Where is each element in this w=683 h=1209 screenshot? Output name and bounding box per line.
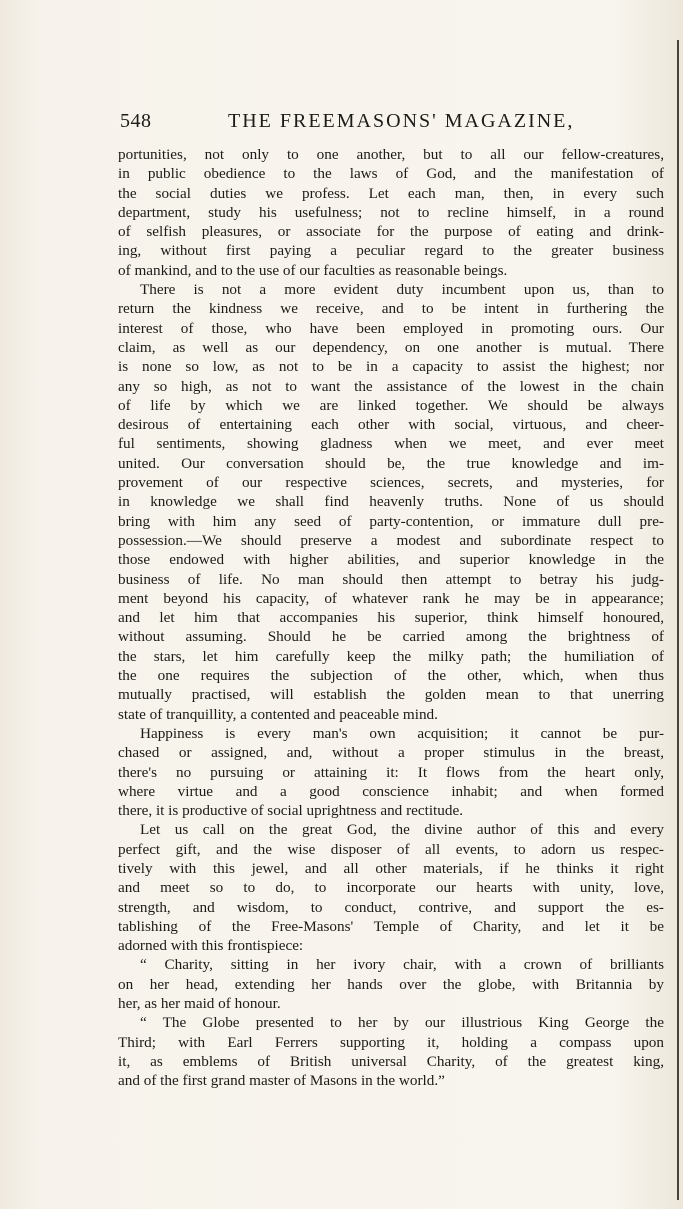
text-line: perfect gift, and the wise disposer of all events, to adorn us respec- [118,840,664,858]
paragraph [118,724,664,820]
text-line: return the kindness we receive, and to be intent in furthering the [118,300,664,318]
text-line: on her head, extending her hands over the globe, with Britannia by [118,975,664,993]
text-line: of selfish pleasures, or associate for the purpose of eating and drink- [118,223,664,241]
text-line: those endowed with higher abilities, and superior knowledge in the [118,551,664,569]
text-line: adorned with this frontispiece: [118,937,304,955]
text-line: tively with this jewel, and all other materials, if he thinks it right [118,859,664,877]
text-line: in public obedience to the laws of God, and the manifestation of [118,165,664,183]
page-binding-edge [677,40,679,1200]
text-line: ing, without first paying a peculiar regard to the greater business [118,242,664,260]
text-line: it, as emblems of British universal Charity, of the greatest king, [118,1052,664,1070]
text-line: Third; with Earl Ferrers supporting it, holding a compass upon [118,1033,664,1051]
text-line: there, it is productive of social uprightness and rectitude. [118,802,463,820]
text-line: of life by which we are linked together. We should be always [118,396,664,414]
text-line: and meet so to do, to incorporate our hearts with unity, love, [118,879,664,897]
text-line: state of tranquillity, a contented and peaceable mind. [118,705,438,723]
text-line: her, as her maid of honour. [118,995,281,1013]
text-line: mutually practised, will establish the golden mean to that unerring [118,686,664,704]
paragraph [118,955,664,1013]
text-line: ful sentiments, showing gladness when we meet, and ever meet [118,435,664,453]
text-line: where virtue and a good conscience inhabit; and when formed [118,782,664,800]
text-line: of mankind, and to the use of our faculties as reasonable beings. [118,261,508,279]
text-line: claim, as well as our dependency, on one another is mutual. There [118,338,664,356]
text-line: provement of our respective sciences, secrets, and mysteries, for [118,474,664,492]
text-line: there's no pursuing or attaining it: It flows from the heart only, [118,763,664,781]
page-header [120,108,660,136]
text-line: in knowledge we shall find heavenly truths. None of us should [118,493,664,511]
text-line: is none so low, as not to be in a capacity to assist the highest; nor [118,358,664,376]
text-line: bring with him any seed of party-contention, or immature dull pre- [118,512,664,530]
text-line: and let him that accompanies his superior, think himself honoured, [118,609,664,627]
text-line: possession.—We should preserve a modest and subordinate respect to [118,531,664,549]
text-line: ment beyond his capacity, of whatever rank he may be in appearance; [118,589,664,607]
text-line: without assuming. Should he be carried among the brightness of [118,628,664,646]
paragraph [118,1013,664,1090]
text-line: chased or assigned, and, without a proper stimulus in the breast, [118,744,664,762]
page-number: 548 [120,110,152,132]
text-line: business of life. No man should then attempt to betray his judg- [118,570,664,588]
text-line: “ The Globe presented to her by our illustrious King George the [140,1014,664,1032]
paragraph [118,820,664,955]
text-line: and of the first grand master of Masons in the world.” [118,1072,445,1090]
text-line: “ Charity, sitting in her ivory chair, with a crown of brilliants [140,956,664,974]
text-line: desirous of entertaining each other with social, virtuous, and cheer- [118,416,664,434]
text-line: Happiness is every man's own acquisition; it cannot be pur- [140,724,664,742]
text-line: department, study his usefulness; not to recline himself, in a round [118,203,664,221]
text-line: interest of those, who have been employed in promoting ours. Our [118,319,664,337]
text-line: any so high, as not to want the assistance of the lowest in the chain [118,377,664,395]
text-line: strength, and wisdom, to conduct, contrive, and support the es- [118,898,664,916]
text-line: the one requires the subjection of the other, which, when thus [118,667,664,685]
paragraph [118,145,664,280]
text-line: portunities, not only to one another, but to all our fellow-creatures, [118,146,664,163]
text-line: united. Our conversation should be, the true knowledge and im- [118,454,664,472]
text-line: the stars, let him carefully keep the milky path; the humiliation of [118,647,664,665]
running-title: THE FREEMASONS' MAGAZINE, [228,110,575,132]
text-line: There is not a more evident duty incumbent upon us, than to [140,281,664,299]
text-line: the social duties we profess. Let each man, then, in every such [118,184,664,202]
text-line: Let us call on the great God, the divine author of this and every [140,821,664,839]
paragraph [118,280,664,724]
body-text [118,145,664,1091]
text-line: tablishing of the Free-Masons' Temple of Charity, and let it be [118,917,664,935]
